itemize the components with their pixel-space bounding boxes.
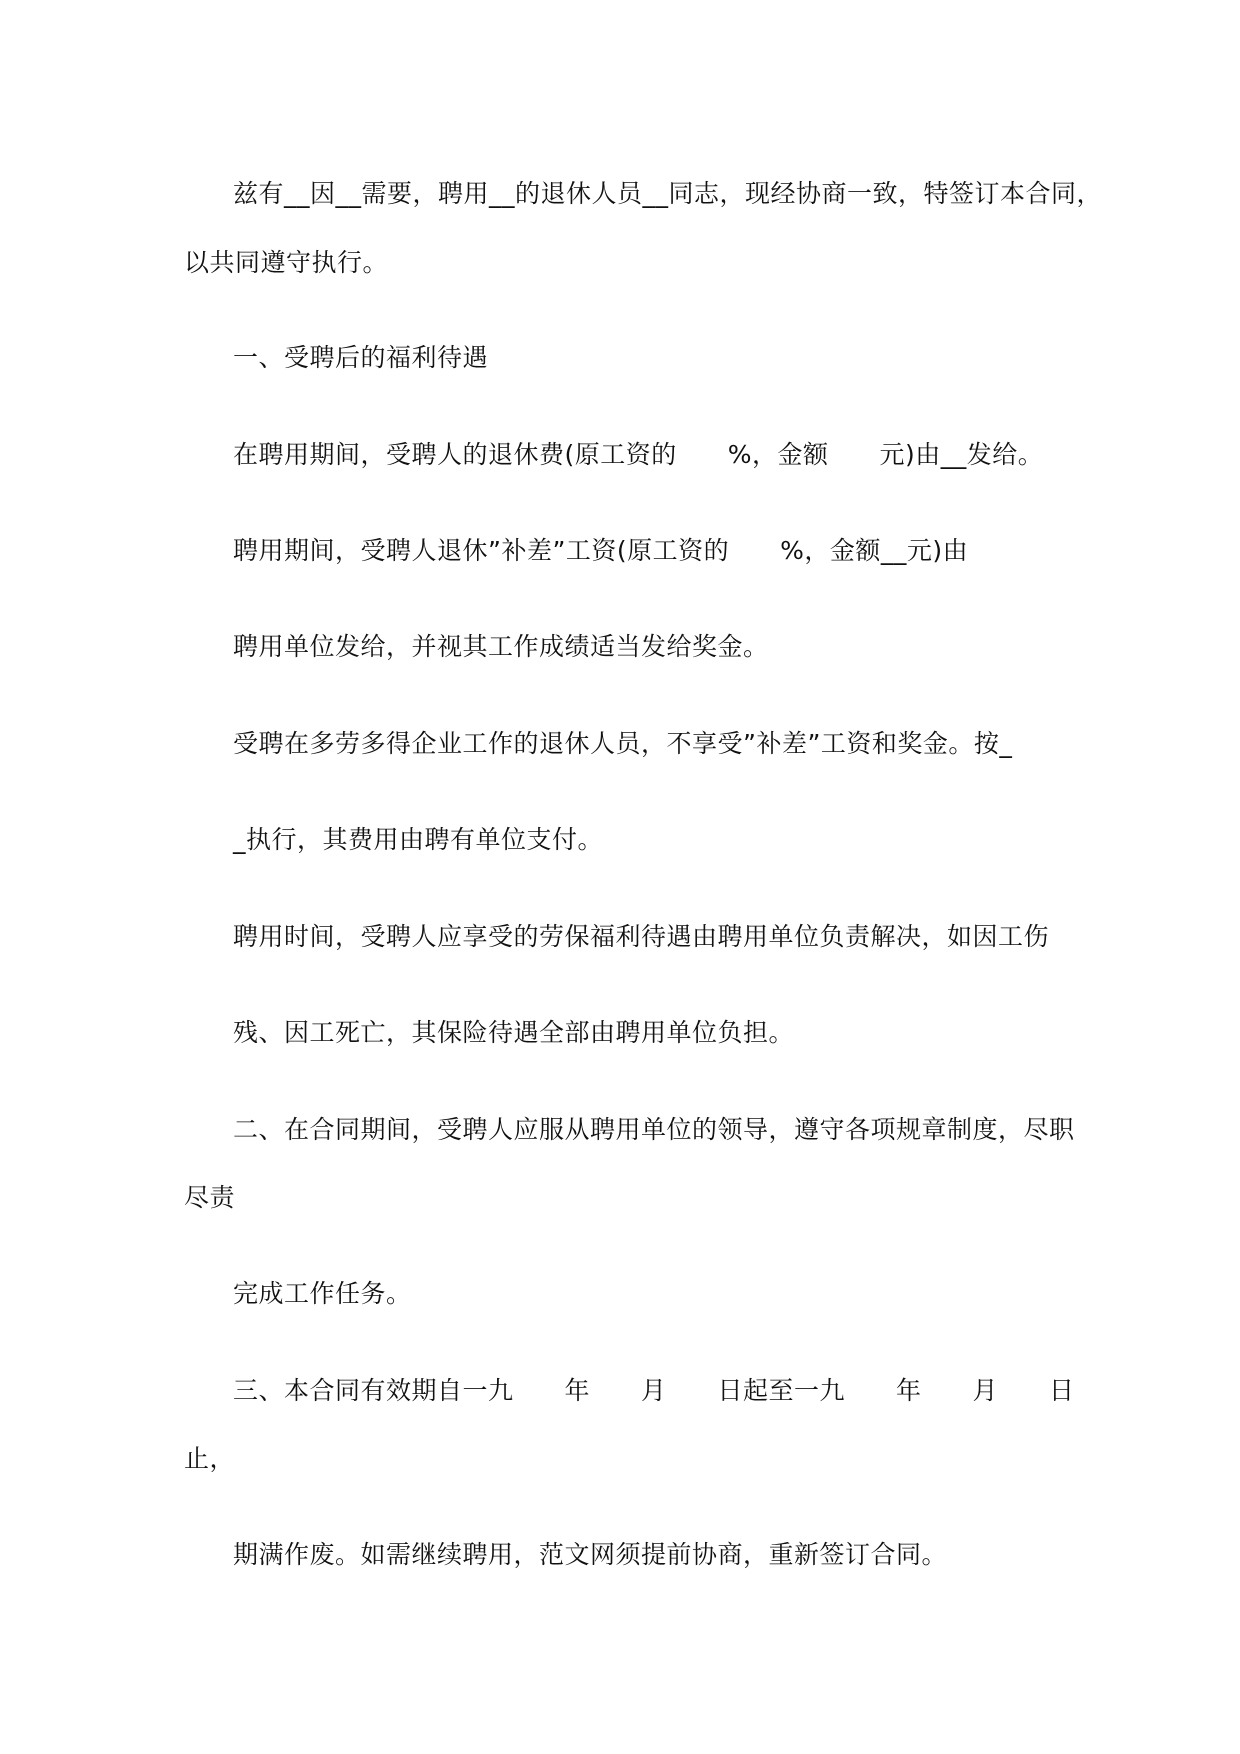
section-heading-1: 一、受聘后的福利待遇 — [233, 343, 489, 372]
clause-enterprise-line-1: 受聘在多劳多得企业工作的退休人员，不享受”补差”工资和奖金。按_ — [233, 729, 1013, 758]
section-3-line-2: 止， — [184, 1444, 236, 1473]
clause-benefits-line-2: 残、因工死亡，其保险待遇全部由聘用单位负担。 — [233, 1018, 795, 1047]
section-2-line-1: 二、在合同期间，受聘人应服从聘用单位的领导，遵守各项规章制度，尽职 — [233, 1115, 1075, 1144]
section-3-line-1: 三、本合同有效期自一九 年 月 日起至一九 年 月 日 — [233, 1376, 1075, 1405]
section-2-line-3: 完成工作任务。 — [233, 1279, 412, 1308]
paragraph-intro-line-1: 兹有__因__需要，聘用__的退休人员__同志，现经协商一致，特签订本合同， — [233, 179, 1103, 208]
clause-benefits-line-1: 聘用时间，受聘人应享受的劳保福利待遇由聘用单位负责解决，如因工伤 — [233, 922, 1050, 951]
paragraph-intro-line-2: 以共同遵守执行。 — [184, 248, 389, 277]
clause-retirement-pay: 在聘用期间，受聘人的退休费(原工资的 %，金额 元)由__发给。 — [233, 440, 1044, 469]
section-2-line-2: 尽责 — [184, 1183, 236, 1212]
clause-supplement-line-1: 聘用期间，受聘人退休”补差”工资(原工资的 %，金额__元)由 — [233, 536, 969, 565]
section-3-line-3: 期满作废。如需继续聘用，范文网须提前协商，重新签订合同。 — [233, 1540, 948, 1569]
clause-supplement-line-2: 聘用单位发给，并视其工作成绩适当发给奖金。 — [233, 632, 769, 661]
clause-enterprise-line-2: _执行，其费用由聘有单位支付。 — [233, 825, 604, 854]
